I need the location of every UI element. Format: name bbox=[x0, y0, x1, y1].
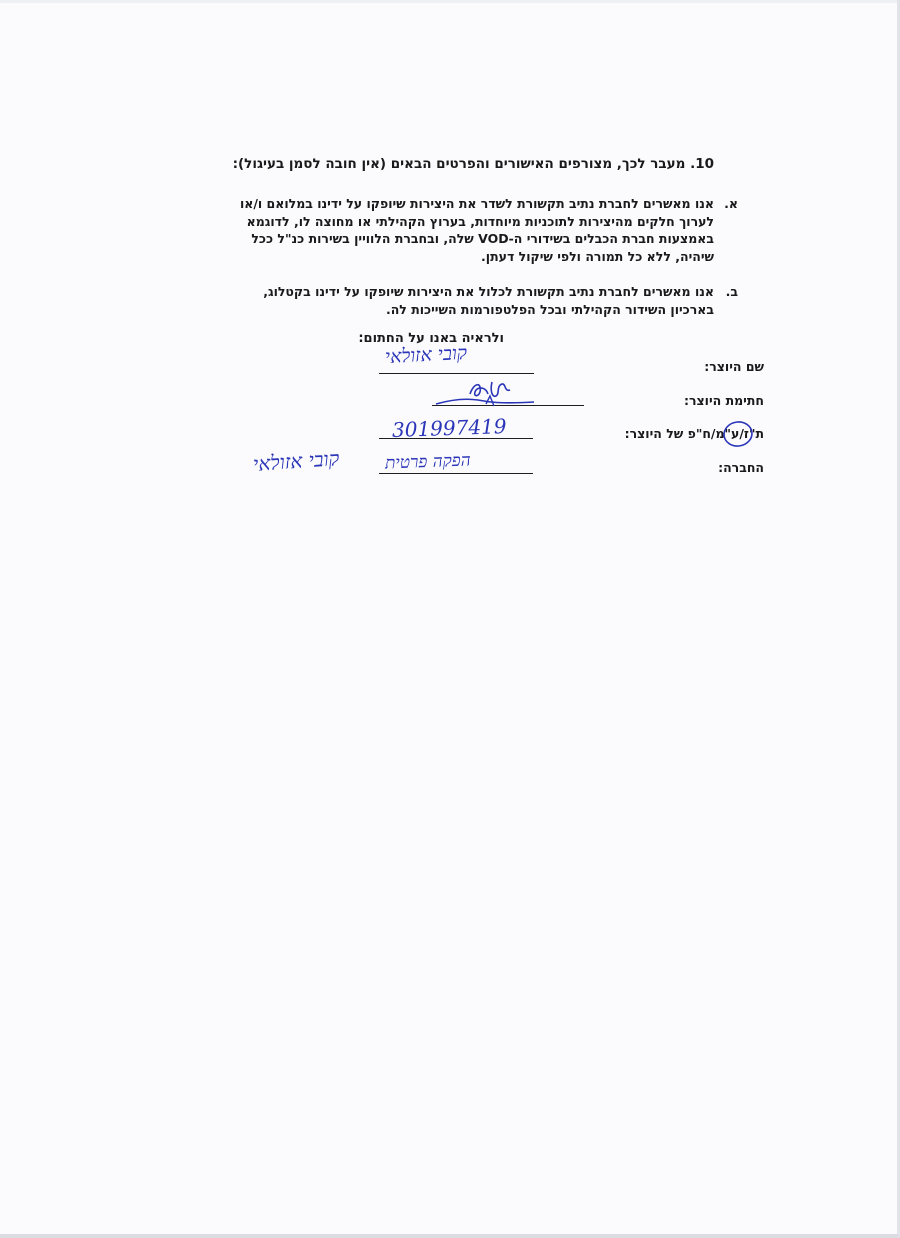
handwritten-producer-id: 301997419 bbox=[391, 414, 507, 442]
handwritten-producer-name: קובי אזולאי bbox=[384, 341, 468, 369]
clause-b-line: בארכיון השידור הקהילתי ובכל הפלטפורמות השייכות לה. bbox=[385, 301, 714, 317]
clause-a bbox=[94, 195, 738, 265]
clause-a-line: אנו מאשרים לחברת נתיב תקשורת לשדר את היצירות שיופקו על ידינו במלואם ו/או bbox=[239, 196, 714, 211]
handwritten-signature bbox=[430, 374, 540, 410]
company-line bbox=[379, 473, 533, 474]
clause-b bbox=[94, 283, 738, 318]
witness-statement: ולראיה באנו על החתום: bbox=[358, 331, 504, 346]
section-heading bbox=[114, 156, 714, 172]
clause-b-marker: ב. bbox=[725, 284, 738, 299]
selection-circle bbox=[721, 419, 755, 449]
producer-name-label: שם היוצר: bbox=[704, 359, 764, 374]
page-edge bbox=[0, 0, 897, 3]
clause-b-line: אנו מאשרים לחברת נתיב תקשורת לכלול את היצירות שיופקו על ידינו בקטלוג, bbox=[263, 284, 714, 299]
section-heading-text: מעבר לכך, מצורפים האישורים והפרטים הבאים (אין חובה לסמן בעיגול): bbox=[232, 156, 686, 172]
handwritten-company-extra: קובי אזולאי bbox=[252, 446, 341, 476]
company-label: החברה: bbox=[718, 460, 764, 475]
section-number: 10. bbox=[690, 156, 714, 172]
clause-a-line: באמצעות חברת הכבלים בשידורי ה-VOD שלה, ובחברת הלוויין בשירות כנ"ל ככל bbox=[251, 231, 714, 246]
handwritten-company: הפקה פרטית bbox=[384, 450, 472, 474]
clause-a-line: לערוך חלקים מהיצירות לתוכניות מיוחדות, בערוץ הקהילתי או מחוצה לו, לדוגמא bbox=[246, 213, 714, 229]
producer-signature-label: חתימת היוצר: bbox=[684, 393, 764, 408]
clause-a-line: שיהיה, ללא כל תמורה ולפי שיקול דעתן. bbox=[481, 248, 714, 264]
producer-id-label: ת"ז/ע"מ/ח"פ של היוצר: bbox=[624, 426, 764, 441]
clause-a-marker: א. bbox=[724, 196, 738, 211]
